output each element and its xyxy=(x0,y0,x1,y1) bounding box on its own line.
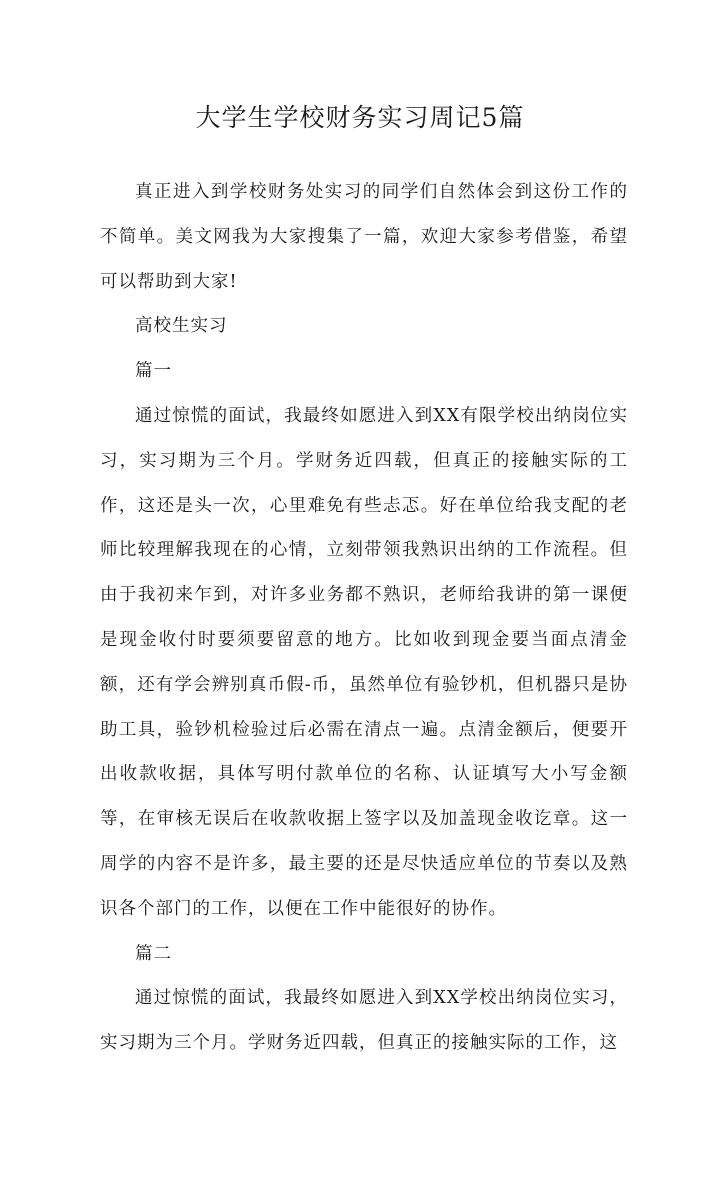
part2-heading: 篇二 xyxy=(135,943,172,964)
part1-heading: 篇一 xyxy=(135,361,172,382)
part2-paragraph: 通过惊慌的面试，我最终如愿进入到XX学校出纳岗位实习，实习期为三个月。学财务近四载，但真正的接触实际的工作，这 xyxy=(100,988,628,1054)
part1-paragraph: 通过惊慌的面试，我最终如愿进入到XX有限学校出纳岗位实习，实习期为三个月。学财务近四载，但真正的接触实际的工作，这还是头一次，心里难免有些忐忑。好在单位给我支配的老师比较理解我现在的心情，立刻带领我熟识出纳的工作流程。但由于我初来乍到，对许多业务都不熟识，老师给我讲的第一课便是现金收付时要须要留意的地方。比如收到现金要当面点清金额，还有学会辨别真币假-币，虽然单位有验钞机，但机器只是协助工具，验钞机检验过后必需在清点一遍。点清金额后，便要开出收款收据，具体写明付款单位的名称、认证填写大小写金额等，在审核无误后在收款收据上签字以及加盖现金收讫章。这一周学的内容不是许多，最主要的还是尽快适应单位的节奏以及熟识各个部门的工作，以便在工作中能很好的协作。 xyxy=(100,405,628,919)
intro-paragraph: 真正进入到学校财务处实习的同学们自然体会到这份工作的不简单。美文网我为大家搜集了一篇，欢迎大家参考借鉴，希望可以帮助到大家! xyxy=(100,182,628,292)
document-title: 大学生学校财务实习周记5篇 xyxy=(195,103,525,132)
section-label: 高校生实习 xyxy=(135,316,228,337)
document-body xyxy=(100,170,628,1066)
